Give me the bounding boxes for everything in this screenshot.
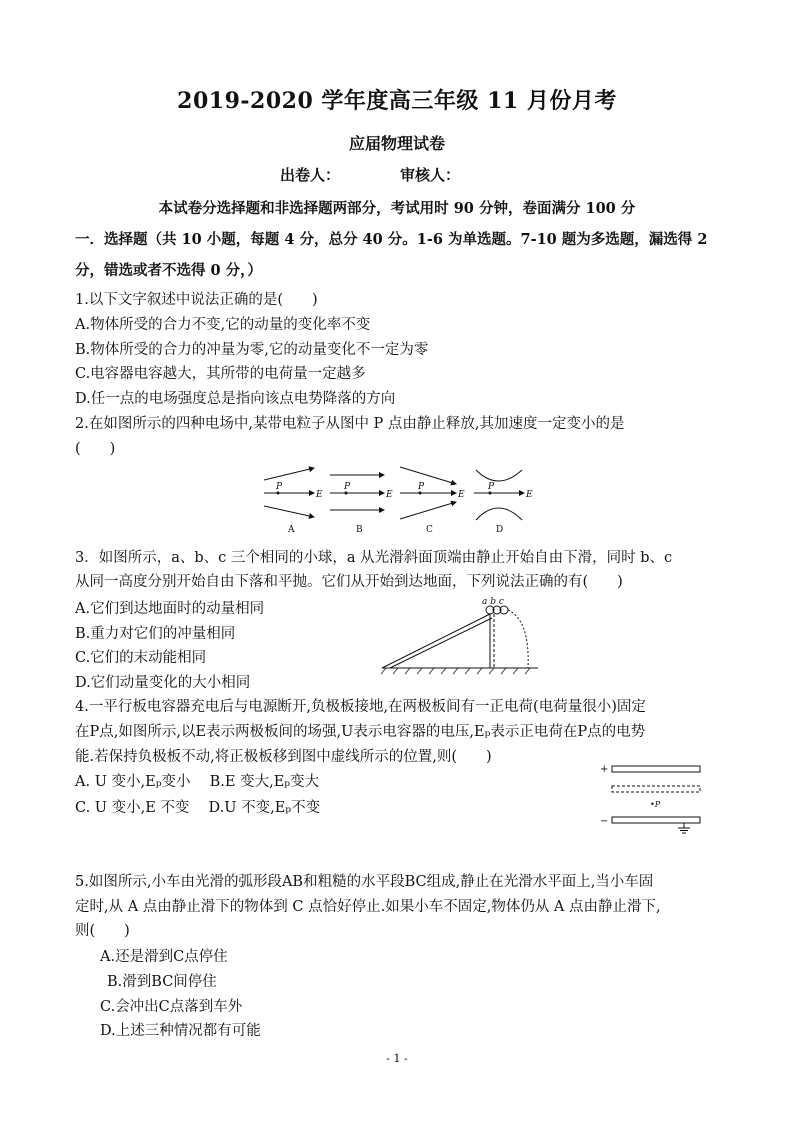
q2-fig-e-a: E xyxy=(316,490,323,500)
q3-option-b: B.重力对它们的冲量相同 xyxy=(75,626,236,642)
page-number: - 1 - xyxy=(386,1052,408,1065)
q3-stem-line1: 3．如图所示，a、b、c 三个相同的小球，a 从光滑斜面顶端由静止开始自由下滑，同时 b、c xyxy=(75,550,673,566)
q4-capacitor-figure xyxy=(598,760,708,834)
q2-fig-p-d: P xyxy=(488,482,495,492)
exam-note: 本试卷分选择题和非选择题两部分，考试用时 90 分钟，卷面满分 100 分 xyxy=(158,200,636,217)
q2-fig-label-a: A xyxy=(288,525,295,535)
q3-fig-ball-labels: a b c xyxy=(482,597,504,607)
q2-stem-line2: ( ) xyxy=(75,441,116,457)
q4-stem-line3: 能.若保持负极板不动,将正极板移到图中虚线所示的位置,则( ) xyxy=(75,749,492,765)
q1-option-c: C.电容器电容越大，其所带的电荷量一定越多 xyxy=(75,366,366,382)
q4-fig-minus: − xyxy=(600,816,609,827)
q5-option-b: B.滑到BC间停住 xyxy=(107,974,217,990)
q4-fig-point-p: •P xyxy=(650,800,661,809)
q5-option-d: D.上述三种情况都有可能 xyxy=(100,1023,261,1039)
q2-fig-p-b: P xyxy=(344,482,351,492)
setter-label: 出卷人： xyxy=(280,166,341,184)
q2-fig-e-b: E xyxy=(386,490,393,500)
q4-options-row1: A. U 变小,Eₚ变小 B.E 变大,Eₚ变大 xyxy=(75,774,320,790)
reviewer-label: 审核人： xyxy=(400,166,461,184)
q1-option-b: B.物体所受的合力的冲量为零,它的动量变化不一定为零 xyxy=(75,342,429,358)
q1-option-d: D.任一点的电场强度总是指向该点电势降落的方向 xyxy=(75,391,396,407)
q3-option-c: C.它们的末动能相同 xyxy=(75,650,207,666)
q5-option-a: A.还是滑到C点停住 xyxy=(100,949,228,965)
page-subtitle: 应届物理试卷 xyxy=(348,134,445,153)
q1-option-a: A.物体所受的合力不变,它的动量的变化率不变 xyxy=(75,317,371,333)
q2-fig-label-d: D xyxy=(496,525,504,535)
q2-fig-p-a: P xyxy=(276,482,283,492)
q4-stem-line1: 4.一平行板电容器充电后与电源断开,负极板接地,在两极板间有一正电荷(电荷量很小)固定 xyxy=(75,699,646,715)
q2-field-figure xyxy=(258,464,548,536)
q2-fig-e-c: E xyxy=(458,490,465,500)
authors-line xyxy=(280,164,460,185)
q2-stem-line1: 2.在如图所示的四种电场中,某带电粒子从图中 P 点由静止释放,其加速度一定变小的是 xyxy=(75,416,625,432)
q4-fig-plus: + xyxy=(600,764,609,775)
q4-options-row2: C. U 变小,E 不变 D.U 不变,Eₚ不变 xyxy=(75,800,321,816)
q3-stem-line2: 从同一高度分别开始自由下落和平抛。它们从开始到达地面，下列说法正确的有( ) xyxy=(75,574,623,590)
q5-stem-line2: 定时,从 A 点由静止滑下的物体到 C 点恰好停止.如果小车不固定,物体仍从 A 点由静止滑下, xyxy=(75,899,661,915)
q3-incline-figure xyxy=(378,596,546,678)
q2-fig-p-c: P xyxy=(418,482,425,492)
q5-option-c: C.会冲出C点落到车外 xyxy=(100,999,243,1015)
q2-fig-e-d: E xyxy=(526,490,533,500)
q1-stem: 1.以下文字叙述中说法正确的是( ) xyxy=(75,292,318,308)
q2-fig-label-c: C xyxy=(426,525,433,535)
section-heading: 一．选择题（共 10 小题，每题 4 分，总分 40 分。1-6 为单选题。7-10 题为多选题，漏选得 2 分，错选或者不选得 0 分，） xyxy=(75,231,708,279)
q3-option-a: A.它们到达地面时的动量相同 xyxy=(75,601,265,617)
page-title: 2019-2020 学年度高三年级 11 月份月考 xyxy=(177,88,617,114)
q5-stem-line3: 则( ) xyxy=(75,923,130,939)
q4-stem-line2: 在P点,如图所示,以E表示两极板间的场强,U表示电容器的电压,Eₚ表示正电荷在P点的电势 xyxy=(75,724,646,740)
q5-stem-line1: 5.如图所示,小车由光滑的弧形段AB和粗糙的水平段BC组成,静止在光滑水平面上,当小车固 xyxy=(75,874,654,890)
q2-fig-label-b: B xyxy=(356,525,363,535)
q3-option-d: D.它们动量变化的大小相同 xyxy=(75,675,251,691)
